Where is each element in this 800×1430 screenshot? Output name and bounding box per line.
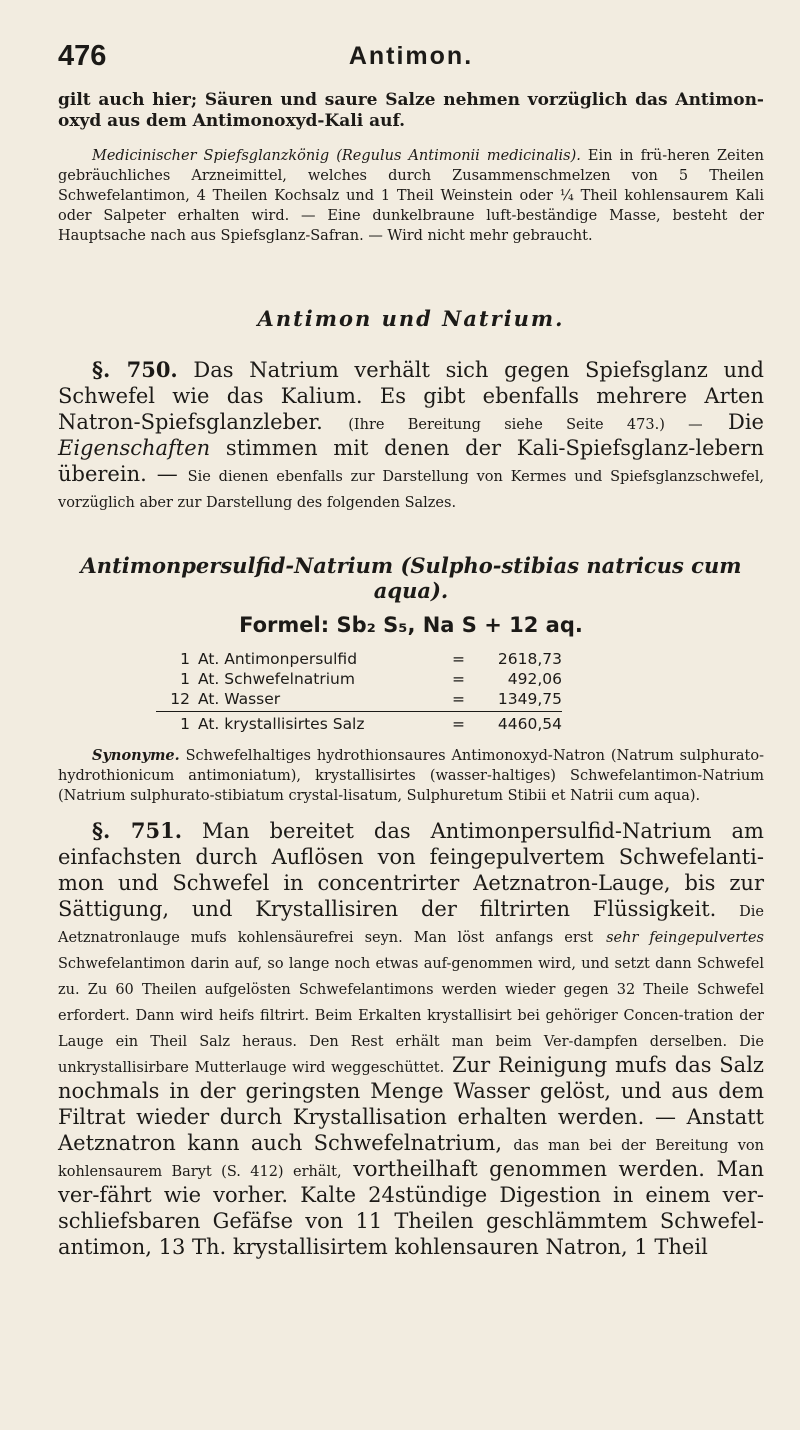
paragraph-750-ref: (Ihre Bereitung siehe Seite 473.) — — [348, 417, 703, 433]
paragraph-751-text1: Man bereitet das Antimonpersulfid-Natrium am einfachsten durch Auflösen von feingepulvertem Schwefelanti-mon und Schwefel in concentrirter Aetznatron-Lauge, bis zur Sättigung, und Krystallisiren der filtrirten Flüssigkeit. — [58, 819, 764, 921]
paragraph-751-small1a: Die Aetznatronlauge mufs kohlensäurefrei seyn. Man löst anfangs erst — [58, 904, 764, 946]
composition-total-row: 1 At. krystallisirtes Salz = 4460,54 — [180, 715, 562, 733]
paragraph-750-number: §. 750. — [92, 357, 178, 382]
composition-row: 1 At. Schwefelnatrium = 492,06 — [180, 670, 562, 688]
composition-table — [156, 649, 562, 734]
paragraph-750-small: Sie dienen ebenfalls zur Darstellung von Kermes und Spiefsglanzschwefel, vorzüglich aber zur Darstellung des folgenden Salzes. — [58, 469, 764, 511]
synonyms-label: Synonyme. — [92, 747, 180, 764]
paragraph-750 — [58, 357, 764, 513]
section-heading-part1: Antimon — [257, 306, 373, 331]
regulus-text: Ein in frü-heren Zeiten gebräuchliches Arzneimittel, welches durch Zusammenschmelzen von 5 Theilen Schwefelantimon, 4 Theilen Kochsalz und 1 Theil Weinstein oder ¼ Theil kohlensaurem Kali oder Salpeter erhalten wird. — Eine dunkelbraune luft-beständige Masse, besteht der Hauptsache nach aus Spiefsglanz-Safran. — Wird nicht mehr gebraucht. — [58, 148, 764, 244]
section-heading-part2: und — [381, 306, 433, 331]
paragraph-751-text3: vortheilhaft genommen werden. Man ver-fährt wie vorher. Kalte 24stündige Digestion in einem ver-schliefsbaren Gefäfse von 11 Theilen geschlämmtem Schwefel-antimon, 13 Th. krystallisirtem kohlensauren Natron, 1 Theil — [58, 1157, 764, 1259]
composition-row: 12 At. Wasser = 1349,75 — [170, 690, 562, 708]
composition-row: 1 At. Antimonpersulfid = 2618,73 — [180, 650, 562, 668]
page-number: 476 — [58, 40, 107, 72]
page-header — [58, 40, 764, 90]
compound-title: Antimonpersulfid-Natrium — [80, 553, 394, 578]
compound-formula: Formel: Sb₂ S₅, Na S + 12 aq. — [239, 613, 583, 637]
paragraph-750-text2a: Die — [728, 410, 764, 434]
regulus-paragraph — [58, 146, 764, 246]
paragraph-751-small1b: sehr feingepulvertes — [606, 930, 764, 946]
synonyms-text: Schwefelhaltiges hydrothionsaures Antimonoxyd-Natron (Natrum sulphurato-hydrothionicum antimoniatum), krystallisirtes (wasser-haltiges) Schwefelantimon-Natrium (Natrium sulphurato-stibiatum crystal-lisatum, Sulphuretum Stibii et Natrii cum aqua). — [58, 748, 765, 804]
book-page — [58, 40, 764, 1260]
regulus-latin: (Regulus Antimonii medicinalis). — [336, 148, 581, 164]
composition-rule — [156, 711, 562, 712]
compound-heading — [58, 553, 764, 603]
paragraph-751-text2: Zur Reinigung mufs das Salz nochmals in der geringsten Menge Wasser gelöst, und aus dem Filtrat wieder durch Krystallisation erhalten werden. — Anstatt Aetznatron kann auch Schwefelnatrium, — [58, 1053, 764, 1155]
paragraph-750-text1: Das Natrium verhält sich gegen Spiefsglanz und Schwefel wie das Kalium. Es gibt ebenfalls mehrere Arten Natron-Spiefsglanzleber. — [58, 358, 764, 434]
compound-latin: (Sulpho-stibias natricus cum aqua). — [373, 553, 742, 603]
paragraph-750-text2c: stimmen mit denen der Kali-Spiefsglanz-lebern überein. — — [58, 436, 764, 486]
paragraph-751-small1c: Schwefelantimon darin auf, so lange noch etwas auf-genommen wird, und setzt dann Schwefel zu. Zu 60 Theilen aufgelösten Schwefelantimons werden wieder gegen 32 Theile Schwefel erfordert. Dann wird heifs filtrirt. Beim Erkalten krystallisirt bei gehöriger Concen-tration der Lauge ein Theil Salz heraus. Den Rest erhält man beim Ver-dampfen derselben. Die unkrystallisirbare Mutterlauge wird weggeschüttet. — [58, 956, 764, 1076]
paragraph-751-small2: das man bei der Bereitung von kohlensaurem Baryt (S. 412) erhält, — [58, 1138, 764, 1180]
regulus-title: Medicinischer Spiefsglanzkönig — [92, 148, 330, 164]
synonyms-paragraph — [58, 746, 764, 806]
paragraph-751-number: §. 751. — [92, 818, 183, 843]
section-heading-part3: Natrium. — [442, 306, 565, 331]
paragraph-750-text2b: Eigenschaften — [58, 436, 211, 460]
section-heading — [58, 306, 764, 331]
intro-paragraph: gilt auch hier; Säuren und saure Salze nehmen vorzüglich das Antimon-oxyd aus dem Antimonoxyd-Kali auf. — [58, 90, 764, 131]
running-title: Antimon. — [348, 42, 474, 70]
paragraph-751 — [58, 818, 764, 1260]
